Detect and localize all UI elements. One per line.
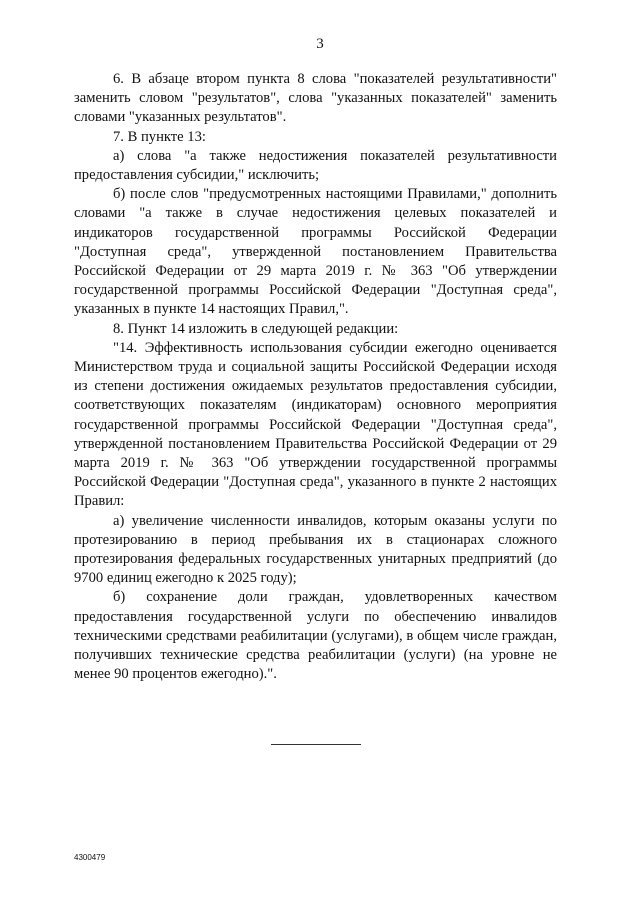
page-number: 3 [316,36,324,52]
document-body [74,70,557,685]
paragraph-clause-14a: а) увеличение численности инвалидов, которым оказаны услуги по протезированию в период пребывания их в стационарах сложного протезирования федеральных государственных унитарных предприятий (до 9700 единиц ежегодно к 2025 году); [74,512,557,587]
paragraph-item-7: 7. В пункте 13: [113,128,206,145]
paragraph-clause-14b: б) сохранение доли граждан, удовлетворенных качеством предоставления государственной услуги по обеспечению инвалидов техническими средствами реабилитации (услугами), в общем числе граждан, получивших технические средства реабилитации (услуги) (на уровне не менее 90 процентов ежегодно).". [74,589,557,683]
paragraph-item-8: 8. Пункт 14 изложить в следующей редакции: [113,320,399,337]
document-code: 4300479 [74,853,106,862]
paragraph-item-7a: а) слова "а также недостижения показателей результативности предоставления субсидии," исключить; [74,147,557,184]
paragraph-item-6: 6. В абзаце втором пункта 8 слова "показателей результативности" заменить словом "результатов", слова "указанных показателей" заменить словами "указанных результатов". [74,71,557,126]
paragraph-item-7b: б) после слов "предусмотренных настоящими Правилами," дополнить словами "а также в случае недостижения целевых показателей и индикаторов государственной программы Российской Федерации "Доступная среда", утвержденной постановлением Правительства Российской Федерации от 29 марта 2019 г. № 363 "Об утверждении государственной программы Российской Федерации "Доступная среда", указанных в пункте 14 настоящих Правил,". [74,186,557,318]
paragraph-clause-14: "14. Эффективность использования субсидии ежегодно оценивается Министерством труда и социальной защиты Российской Федерации исходя из степени достижения ожидаемых результатов предоставления субсидии, соответствующих показателям (индикаторам) основного мероприятия государственной программы Российской Федерации "Доступная среда", утвержденной постановлением Правительства Российской Федерации от 29 марта 2019 г. № 363 "Об утверждении государственной программы Российской Федерации "Доступная среда", указанного в пункте 2 настоящих Правил: [74,339,557,510]
end-separator [271,744,361,745]
